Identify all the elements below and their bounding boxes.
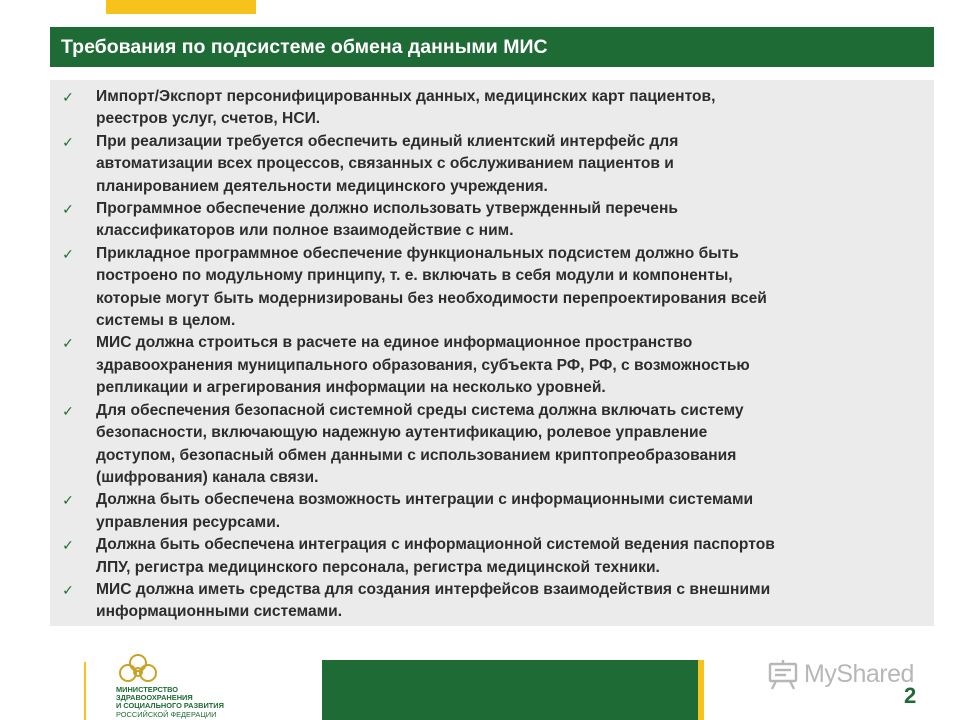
requirement-text-line: Импорт/Экспорт персонифицированных данных, медицинских карт пациентов,	[96, 88, 716, 105]
requirement-text-line: здравоохранения муниципального образования, субъекта РФ, РФ, с возможностью	[96, 356, 750, 374]
requirement-text-line: автоматизации всех процессов, связанных с обслуживанием пациентов и	[96, 155, 674, 173]
requirement-text-line: Должна быть обеспечена интеграция с информационной системой ведения паспортов	[96, 536, 775, 554]
requirement-item	[50, 86, 934, 131]
slide-title: Требования по подсистеме обмена данными МИС	[50, 27, 934, 67]
requirement-text-line: репликации и агрегирования информации на несколько уровней.	[96, 379, 606, 397]
checkmark-icon: ✓	[62, 201, 74, 218]
checkmark-icon: ✓	[62, 402, 74, 419]
ministry-line: ЗДРАВООХРАНЕНИЯ	[116, 693, 193, 703]
requirement-text-line: которые могут быть модернизированы без необходимости перепроектирования всей	[96, 289, 767, 307]
requirement-text-line: доступом, безопасный обмен данными с использованием криптопреобразования	[96, 446, 737, 464]
checkmark-icon: ✓	[62, 133, 74, 150]
footer-yellow-stripe	[698, 660, 704, 720]
requirement-item	[50, 400, 934, 490]
checkmark-icon: ✓	[62, 537, 74, 554]
requirement-text-line: безопасности, включающую надежную аутентификацию, ролевое управление	[96, 424, 708, 442]
requirements-list	[50, 80, 934, 624]
requirement-text-line: Должна быть обеспечена возможность интеграции с информационными системами	[96, 491, 754, 509]
requirement-text-line: Для обеспечения безопасной системной среды система должна включать систему	[96, 401, 744, 419]
requirement-item	[50, 489, 934, 534]
requirement-item	[50, 534, 934, 579]
requirement-text-line: Программное обеспечение должно использовать утвержденный перечень	[96, 200, 678, 218]
requirement-item	[50, 332, 934, 399]
checkmark-icon: ✓	[62, 335, 74, 352]
requirement-item	[50, 579, 934, 624]
ministry-line: РОССИЙСКОЙ ФЕДЕРАЦИИ	[116, 709, 217, 719]
checkmark-icon: ✓	[62, 492, 74, 509]
ministry-logo	[84, 650, 284, 720]
ministry-line: И СОЦИАЛЬНОГО РАЗВИТИЯ	[116, 701, 224, 711]
requirement-text-line: классификаторов или полное взаимодействие с ним.	[96, 222, 514, 240]
top-accent-bar	[106, 0, 256, 14]
requirement-text-line: ЛПУ, регистра медицинского персонала, регистра медицинской техники.	[96, 558, 660, 576]
requirement-text-line: реестров услуг, счетов, НСИ.	[96, 110, 321, 128]
ministry-emblem-icon	[110, 652, 166, 686]
requirement-item	[50, 243, 934, 333]
watermark-text: MyShared	[804, 660, 914, 688]
requirement-text-line: (шифрования) канала связи.	[96, 468, 319, 486]
requirement-text-line: управления ресурсами.	[96, 513, 281, 531]
page-number: 2	[904, 683, 917, 708]
myshared-watermark	[766, 658, 926, 698]
footer-green-block	[322, 660, 698, 720]
requirement-text-line: системы в целом.	[96, 312, 236, 330]
requirement-text-line: Прикладное программное обеспечение функциональных подсистем должно быть	[96, 244, 739, 262]
ministry-line: МИНИСТЕРСТВО	[116, 685, 179, 694]
checkmark-icon: ✓	[62, 581, 74, 598]
requirement-text-line: МИС должна строиться в расчете на единое информационное пространство	[96, 334, 693, 352]
requirement-item	[50, 131, 934, 198]
presentation-board-icon	[766, 658, 800, 690]
requirement-text-line: При реализации требуется обеспечить единый клиентский интерфейс для	[96, 132, 679, 150]
requirement-text-line: построено по модульному принципу, т. е. включать в себя модули и компоненты,	[96, 267, 733, 285]
ministry-name	[116, 686, 286, 719]
content-panel	[50, 80, 934, 626]
requirement-text-line: МИС должна иметь средства для создания интерфейсов взаимодействия с внешними	[96, 580, 771, 598]
requirement-text-line: информационными системами.	[96, 603, 343, 621]
requirement-item	[50, 198, 934, 243]
checkmark-icon: ✓	[62, 245, 74, 262]
checkmark-icon: ✓	[62, 89, 74, 105]
requirement-text-line: планированием деятельности медицинского учреждения.	[96, 177, 548, 195]
